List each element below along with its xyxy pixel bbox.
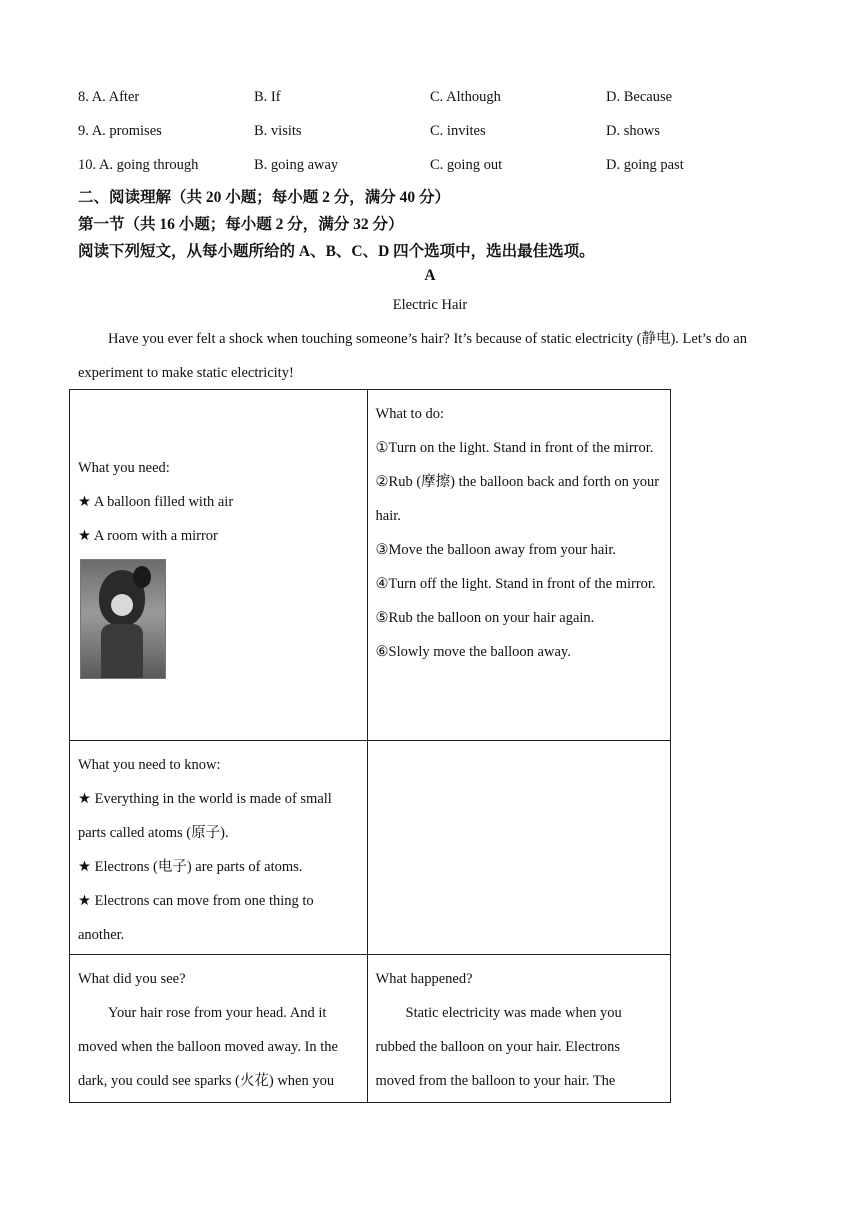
instruction: 阅读下列短文，从每小题所给的 A、B、C、D 四个选项中，选出最佳选项。 — [78, 243, 595, 260]
passage-title: Electric Hair — [392, 297, 468, 313]
option-b: B. going away — [254, 157, 339, 173]
part-heading: 第一节（共 16 小题；每小题 2 分，满分 32 分） — [78, 216, 404, 233]
option-row-10 — [78, 155, 778, 175]
happened-text: Static electricity was made when you rubbed the balloon on your hair. Electrons moved from the balloon to your hair. The — [375, 1005, 622, 1089]
happened-title: What happened? — [375, 971, 473, 987]
option-c: C. invites — [430, 123, 486, 139]
todo-step: ④Turn off the light. Stand in front of the mirror. — [375, 576, 656, 592]
option-c: C. going out — [430, 157, 503, 173]
empty-cell — [367, 741, 670, 955]
todo-cell — [367, 390, 670, 741]
option-a: 9. A. promises — [78, 123, 162, 139]
happened-paragraph — [376, 996, 662, 1098]
saw-cell — [70, 955, 368, 1103]
todo-title: What to do: — [375, 406, 444, 422]
know-title: What you need to know: — [78, 757, 221, 773]
option-a: 10. A. going through — [78, 157, 199, 173]
todo-step: ⑥Slowly move the balloon away. — [375, 644, 571, 660]
todo-step: ⑤Rub the balloon on your hair again. — [375, 610, 595, 626]
know-item: ★ Electrons (电子) are parts of atoms. — [78, 859, 303, 875]
option-b: B. If — [254, 89, 281, 105]
option-row-8 — [78, 87, 778, 107]
girl-with-balloon-photo — [80, 559, 166, 679]
section-heading: 二、阅读理解（共 20 小题；每小题 2 分，满分 40 分） — [78, 189, 451, 206]
know-item: ★ Electrons can move from one thing to another. — [78, 893, 314, 943]
know-cell — [70, 741, 368, 955]
happened-cell — [367, 955, 670, 1103]
option-d: D. Because — [606, 89, 673, 105]
intro-paragraph — [78, 322, 782, 390]
option-row-9 — [78, 121, 778, 141]
saw-title: What did you see? — [78, 971, 186, 987]
option-d: D. shows — [606, 123, 660, 139]
know-item: ★ Everything in the world is made of small parts called atoms (原子). — [78, 791, 332, 841]
intro-text: Have you ever felt a shock when touching someone’s hair? It’s because of static electricity (静电). Let’s do an experiment to make static electricity! — [78, 331, 747, 381]
option-d: D. going past — [606, 157, 684, 173]
need-item: ★ A room with a mirror — [78, 528, 218, 544]
need-title: What you need: — [78, 460, 170, 476]
option-a: 8. A. After — [78, 89, 140, 105]
saw-text: Your hair rose from your head. And it moved when the balloon moved away. In the dark, you could see sparks (火花) when you — [78, 1005, 338, 1089]
passage-letter: A — [424, 267, 436, 284]
experiment-table — [69, 389, 671, 1103]
saw-paragraph — [78, 996, 359, 1098]
option-b: B. visits — [254, 123, 302, 139]
todo-step: ③Move the balloon away from your hair. — [375, 542, 617, 558]
need-cell — [70, 390, 368, 741]
option-c: C. Although — [430, 89, 501, 105]
todo-step: ②Rub (摩擦) the balloon back and forth on your hair. — [375, 474, 660, 524]
need-item: ★ A balloon filled with air — [78, 494, 234, 510]
todo-step: ①Turn on the light. Stand in front of the mirror. — [375, 440, 654, 456]
